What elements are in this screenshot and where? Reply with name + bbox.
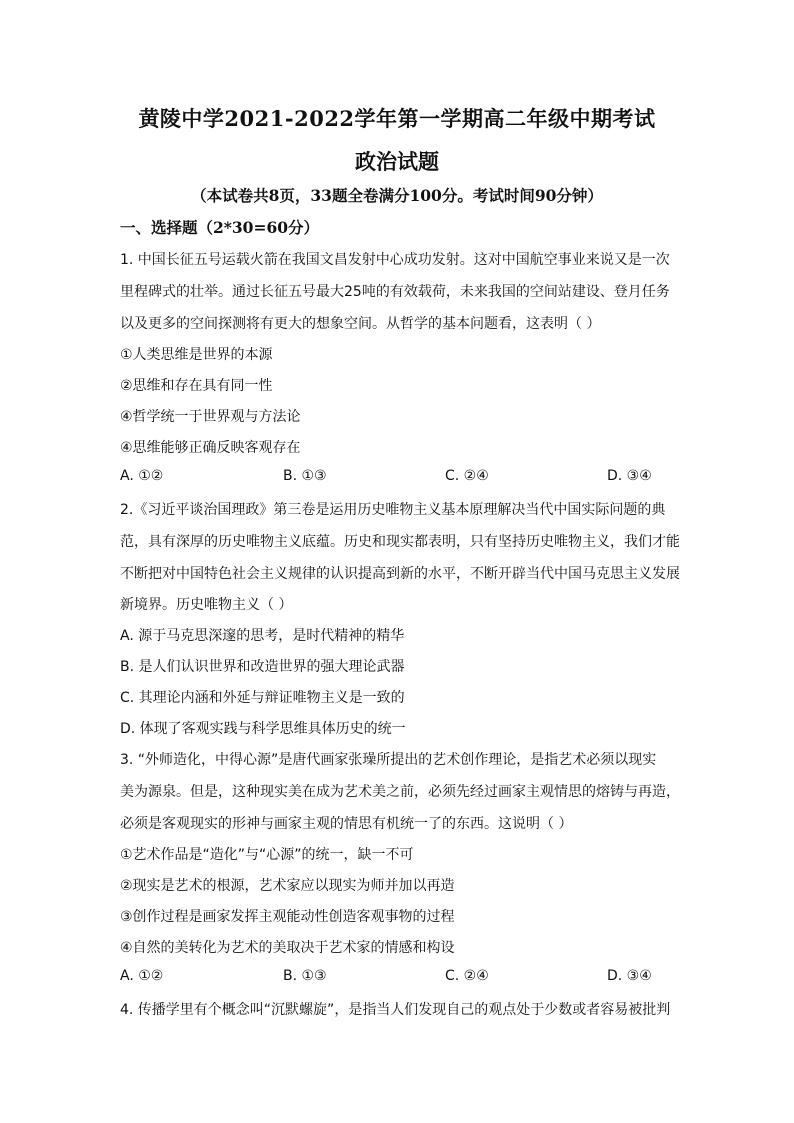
question-1-statement-2: ②思维和存在具有同一性 xyxy=(120,378,273,394)
question-2-line-1: 2.《习近平谈治国理政》第三卷是运用历史唯物主义基本原理解决当代中国实际问题的典 xyxy=(120,502,666,518)
question-3-statement-1: ①艺术作品是“造化”与“心源”的统一，缺一不可 xyxy=(120,847,414,863)
question-2-option-b: B. 是人们认识世界和改造世界的强大理论武器 xyxy=(120,659,405,675)
question-2-line-2: 范，具有深厚的历史唯物主义底蕴。历史和现实都表明，只有坚持历史唯物主义，我们才能 xyxy=(120,534,680,550)
question-1-option-c: C. ②④ xyxy=(445,468,489,484)
question-2-line-3: 不断把对中国特色社会主义规律的认识提高到新的水平，不断开辟当代中国马克思主义发展 xyxy=(120,566,680,582)
question-3-statement-2: ②现实是艺术的根源，艺术家应以现实为师并加以再造 xyxy=(120,878,455,894)
question-2-option-a: A. 源于马克思深邃的思考，是时代精神的精华 xyxy=(120,628,405,644)
question-3-option-d: D. ③④ xyxy=(607,968,652,984)
question-4-line-1: 4. 传播学里有个概念叫“沉默螺旋”，是指当人们发现自己的观点处于少数或者容易被批判 xyxy=(120,1002,671,1018)
question-3-option-b: B. ①③ xyxy=(283,968,327,984)
question-2-line-4: 新境界。历史唯物主义（ ） xyxy=(120,597,293,613)
question-3-line-3: 必须是客观现实的形神与画家主观的情思有机统一了的东西。这说明（ ） xyxy=(120,816,573,832)
question-1-statement-1: ①人类思维是世界的本源 xyxy=(120,347,273,363)
question-3-line-1: 3. “外师造化，中得心源”是唐代画家张璪所提出的艺术创作理论，是指艺术必须以现实 xyxy=(120,752,657,768)
question-2-option-d: D. 体现了客观实践与科学思维具体历史的统一 xyxy=(120,721,406,737)
question-3-option-a: A. ①② xyxy=(120,968,164,984)
question-1-option-a: A. ①② xyxy=(120,468,164,484)
question-1-statement-4: ④思维能够正确反映客观存在 xyxy=(120,440,301,456)
question-2-option-c: C. 其理论内涵和外延与辩证唯物主义是一致的 xyxy=(120,690,405,706)
exam-title: 黄陵中学2021-2022学年第一学期高二年级中期考试 xyxy=(138,106,656,131)
question-1-option-b: B. ①③ xyxy=(283,468,327,484)
question-3-statement-4: ④自然的美转化为艺术的美取决于艺术家的情感和构设 xyxy=(120,940,455,956)
section-heading: 一、选择题（2*30=60分） xyxy=(120,218,320,237)
question-1-line-1: 1. 中国长征五号运载火箭在我国文昌发射中心成功发射。这对中国航空事业来说又是一次 xyxy=(120,252,670,268)
question-1-line-3: 以及更多的空间探测将有更大的想象空间。从哲学的基本问题看，这表明（ ） xyxy=(120,316,601,332)
question-3-line-2: 美为源泉。但是，这种现实美在成为艺术美之前，必须先经过画家主观情思的熔铸与再造， xyxy=(120,784,680,800)
exam-note: （本试卷共8页，33题全卷满分100分。考试时间90分钟） xyxy=(191,186,603,205)
question-1-option-d: D. ③④ xyxy=(607,468,652,484)
question-1-statement-3: ④哲学统一于世界观与方法论 xyxy=(120,409,301,425)
question-3-option-c: C. ②④ xyxy=(445,968,489,984)
question-3-statement-3: ③创作过程是画家发挥主观能动性创造客观事物的过程 xyxy=(120,909,455,925)
exam-subtitle: 政治试题 xyxy=(355,149,439,174)
question-1-line-2: 里程碑式的壮举。通过长征五号最大25吨的有效载荷，未来我国的空间站建设、登月任务 xyxy=(120,284,670,300)
